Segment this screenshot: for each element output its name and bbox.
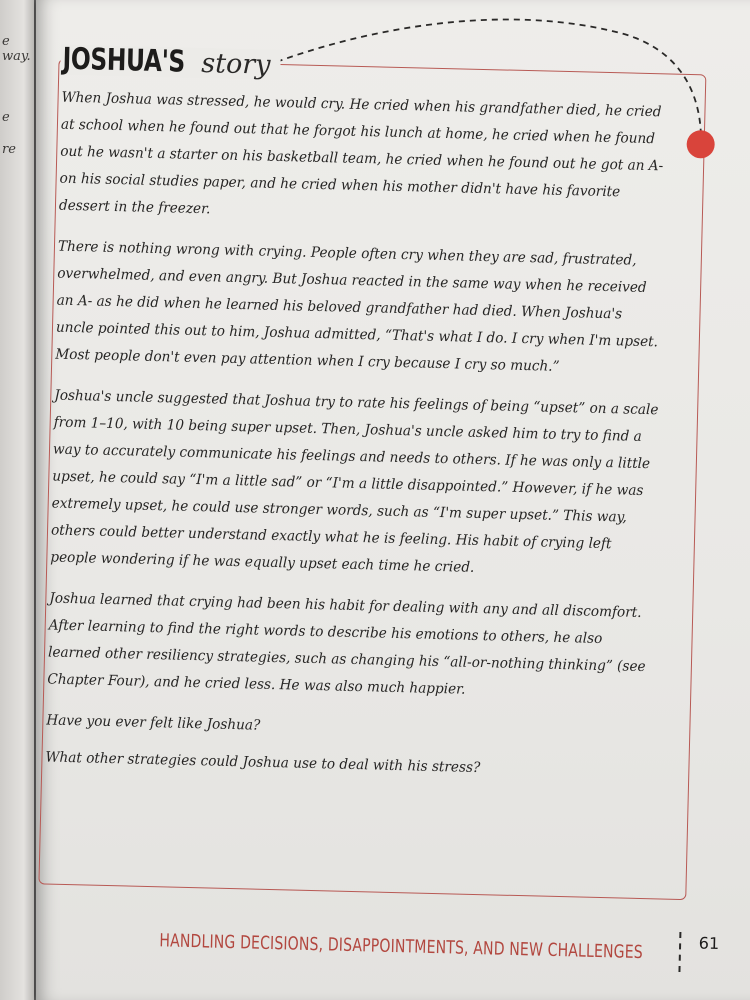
running-footer-title: HANDLING DECISIONS, DISAPPOINTMENTS, AND NEW CHALLENGES <box>159 930 644 964</box>
title-name: JOSHUA'S <box>62 41 186 80</box>
story-paragraph: When Joshua was stressed, he would cry. He cried when his grandfather died, he cried at school when he found out that he forgot his lunch at home, he cried when he found out he wasn't a starter on his basketball team, he cried when he found out he got an A- on his social studies paper, and he cried when his mother didn't have his favorite dessert in the freezer. <box>58 89 664 218</box>
left-page-fragment: e way. <box>2 34 31 64</box>
story-title <box>60 41 281 81</box>
left-page-fragment: e <box>2 110 10 125</box>
story-paragraph: There is nothing wrong with crying. People often cry when they are sad, frustrated, overwhelmed, and even angry. But Joshua reacted in the same way when he received an A- as he did when he learned his beloved grandfather had died. When Joshua's uncle pointed this out to him, Joshua admitted, “That's what I do. I cry when I'm upset. Most people don't even pay attention when I cry because I cry so much.” <box>55 238 659 375</box>
page-number: 61 <box>698 933 720 953</box>
red-dot-icon <box>686 130 715 159</box>
footer-dashed-separator <box>678 932 681 972</box>
page-content <box>36 0 750 1000</box>
book-page <box>36 0 750 1000</box>
left-page-edge <box>0 0 34 1000</box>
story-body <box>45 85 667 797</box>
reflection-question: What other strategies could Joshua use to deal with his stress? <box>45 749 481 777</box>
story-paragraph: Joshua learned that crying had been his habit for dealing with any and all discomfort. After learning to find the right words to describe his emotions to others, he also learned other resiliency strategies, such as changing his “all-or-nothing thinking” (see Chapter Four), and he cried less. He was also much happier. <box>47 590 646 698</box>
title-story-word: story <box>200 48 271 81</box>
left-page-fragment: re <box>2 142 16 157</box>
reflection-question: Have you ever felt like Joshua? <box>46 712 261 734</box>
story-paragraph: Joshua's uncle suggested that Joshua try to rate his feelings of being “upset” on a scale from 1–10, with 10 being super upset. Then, Joshua's uncle asked him to try to find a way to accurately communicate his feelings and needs to others. If he was only a little upset, he could say “I'm a little sad” or “I'm a little disappointed.” However, if he was extremely upset, he could use stronger words, such as “I'm super upset.” This way, others could better understand exactly what he is feeling. His habit of crying left people wondering if he was equally upset each time he cried. <box>50 387 659 576</box>
